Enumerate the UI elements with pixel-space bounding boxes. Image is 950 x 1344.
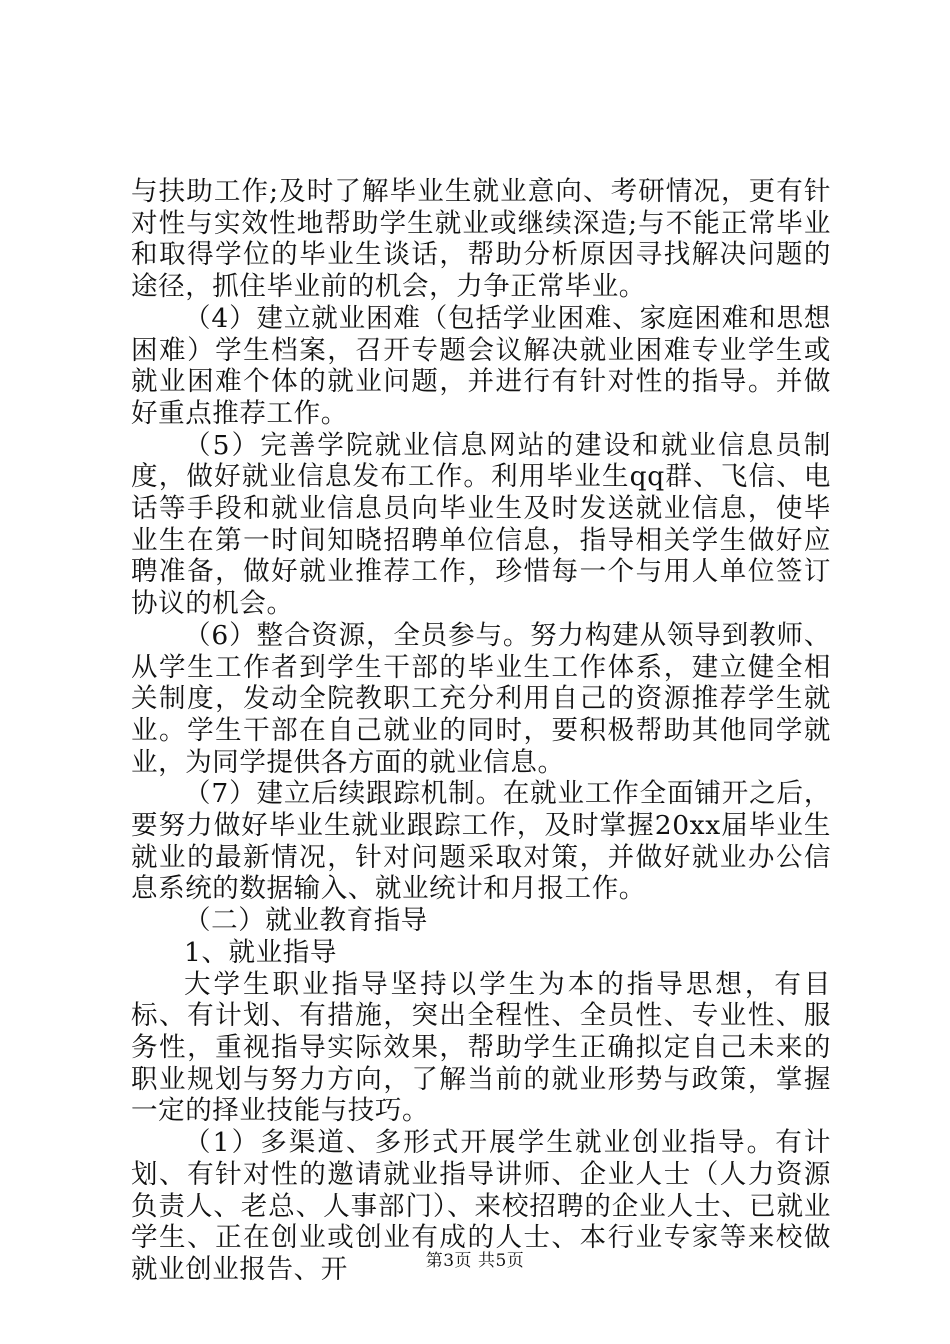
paragraph-item-4: （4）建立就业困难（包括学业困难、家庭困难和思想困难）学生档案，召开专题会议解决就业困难专业学生或就业困难个体的就业问题，并进行有针对性的指导。并做好重点推荐工作。 bbox=[131, 302, 831, 429]
paragraph-item-7: （7）建立后续跟踪机制。在就业工作全面铺开之后，要努力做好毕业生就业跟踪工作，及时掌握20xx届毕业生就业的最新情况，针对问题采取对策，并做好就业办公信息系统的数据输入、就业统计和月报工作。 bbox=[131, 778, 831, 905]
subsection-heading: 1、就业指导 bbox=[184, 936, 337, 968]
section-heading: （二）就业教育指导 bbox=[184, 905, 428, 937]
paragraph-item-1: （1）多渠道、多形式开展学生就业创业指导。有计划、有针对性的邀请就业指导讲师、企业人士（人力资源负责人、老总、人事部门）、来校招聘的企业人士、已就业学生、正在创业或创业有成的人士、本行业专家等来校做就业创业报告、开 bbox=[131, 1127, 831, 1285]
paragraph-item-6: （6）整合资源，全员参与。努力构建从领导到教师、从学生工作者到学生干部的毕业生工作体系，建立健全相关制度，发动全院教职工充分利用自己的资源推荐学生就业。学生干部在自己就业的同时，要积极帮助其他同学就业，为同学提供各方面的就业信息。 bbox=[131, 619, 831, 778]
paragraph-continuation: 与扶助工作;及时了解毕业生就业意向、考研情况，更有针对性与实效性地帮助学生就业或继续深造;与不能正常毕业和取得学位的毕业生谈话，帮助分析原因寻找解决问题的途径，抓住毕业前的机会，力争正常毕业。 bbox=[131, 176, 831, 303]
document-body bbox=[131, 176, 831, 1286]
page-number-footer: 第3页 共5页 bbox=[425, 1251, 525, 1271]
paragraph-guidance-intro: 大学生职业指导坚持以学生为本的指导思想，有目标、有计划、有措施，突出全程性、全员性、专业性、服务性，重视指导实际效果，帮助学生正确拟定自己未来的职业规划与努力方向，了解当前的就业形势与政策，掌握一定的择业技能与技巧。 bbox=[131, 968, 831, 1127]
paragraph-item-5: （5）完善学院就业信息网站的建设和就业信息员制度，做好就业信息发布工作。利用毕业生qq群、飞信、电话等手段和就业信息员向毕业生及时发送就业信息，使毕业生在第一时间知晓招聘单位信息，指导相关学生做好应聘准备，做好就业推荐工作，珍惜每一个与用人单位签订协议的机会。 bbox=[131, 429, 831, 620]
